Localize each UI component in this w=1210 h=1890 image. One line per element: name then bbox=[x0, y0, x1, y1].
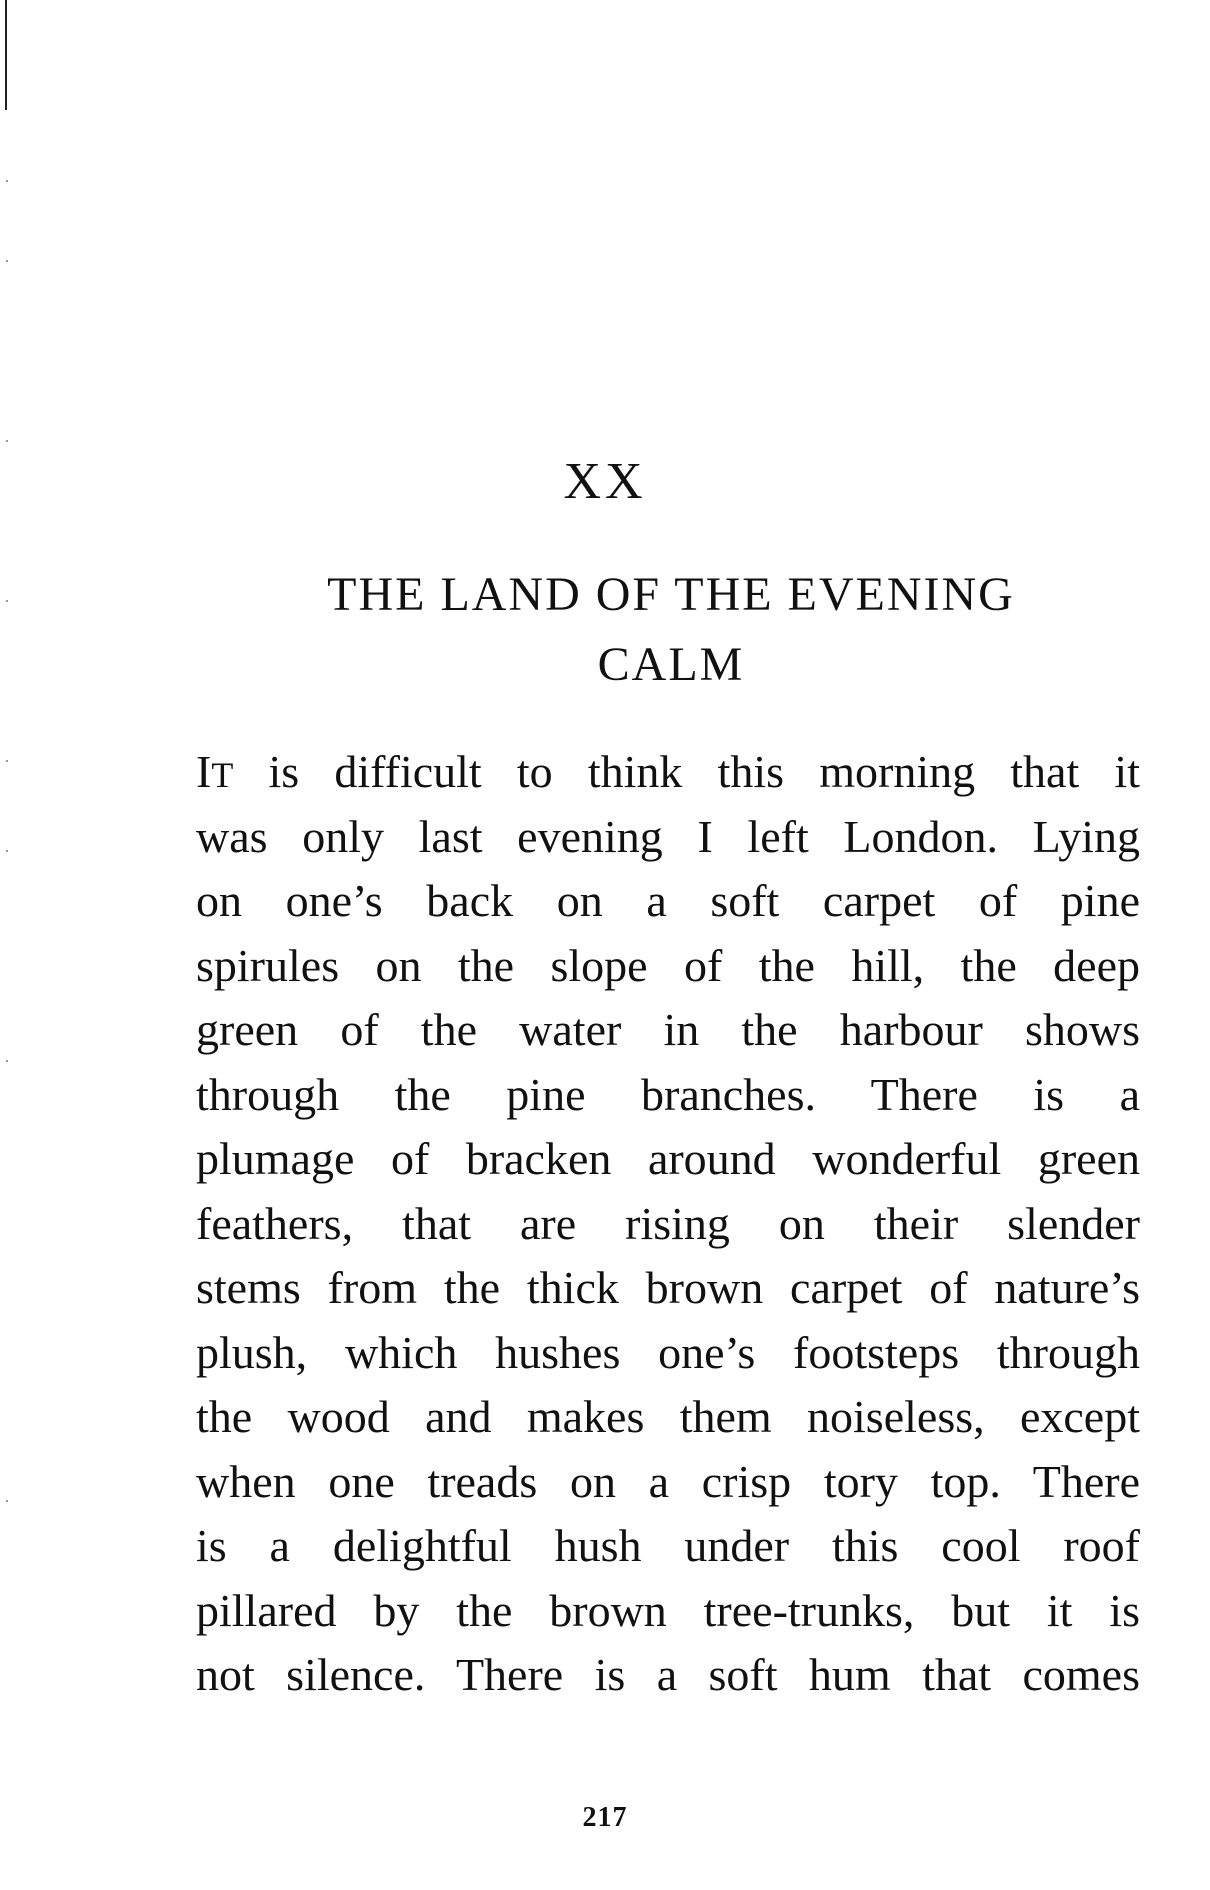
text-line: not silence. There is a soft hum that comes bbox=[196, 1649, 1140, 1700]
scan-speck bbox=[6, 850, 8, 852]
text-line: the wood and makes them noiseless, except bbox=[196, 1391, 1140, 1442]
text-line: through the pine branches. There is a bbox=[196, 1068, 1140, 1120]
scan-speck bbox=[6, 1060, 8, 1062]
text-line: is a delightful hush under this cool roof bbox=[196, 1520, 1140, 1571]
scan-speck bbox=[6, 600, 8, 602]
text-line: spirules on the slope of the hill, the deep bbox=[196, 939, 1140, 991]
page-number: 217 bbox=[582, 1802, 628, 1833]
scan-speck bbox=[6, 760, 8, 762]
text-line-rest: is difficult to think this morning that it bbox=[233, 746, 1140, 797]
scan-edge-line bbox=[5, 0, 7, 110]
text-line: on one’s back on a soft carpet of pine bbox=[196, 875, 1140, 926]
text-line: stems from the thick brown carpet of nature’s bbox=[196, 1262, 1140, 1313]
chapter-title-line: THE LAND OF THE EVENING bbox=[327, 568, 1015, 621]
text-line: plush, which hushes one’s footsteps through bbox=[196, 1326, 1140, 1378]
text-line: when one treads on a crisp tory top. There bbox=[196, 1455, 1140, 1507]
scan-speck bbox=[6, 260, 8, 262]
scan-speck bbox=[6, 440, 8, 442]
text-line bbox=[196, 740, 1140, 805]
scan-speck bbox=[6, 1500, 8, 1502]
chapter-number: XX bbox=[563, 453, 647, 510]
body-paragraph bbox=[196, 740, 1140, 1708]
text-line: feathers, that are rising on their slender bbox=[196, 1197, 1140, 1249]
text-line: green of the water in the harbour shows bbox=[196, 1004, 1140, 1055]
chapter-title-line: CALM bbox=[597, 638, 745, 691]
text-line: pillared by the brown tree-trunks, but it is bbox=[196, 1584, 1140, 1636]
scan-margin-artifact bbox=[2, 0, 12, 1890]
text-line: plumage of bracken around wonderful green bbox=[196, 1133, 1140, 1184]
text-line: was only last evening I left London. Lying bbox=[196, 810, 1140, 862]
small-cap: T bbox=[211, 755, 234, 795]
chapter-title bbox=[196, 560, 1146, 700]
scan-speck bbox=[6, 180, 8, 182]
drop-cap: I bbox=[196, 746, 212, 797]
